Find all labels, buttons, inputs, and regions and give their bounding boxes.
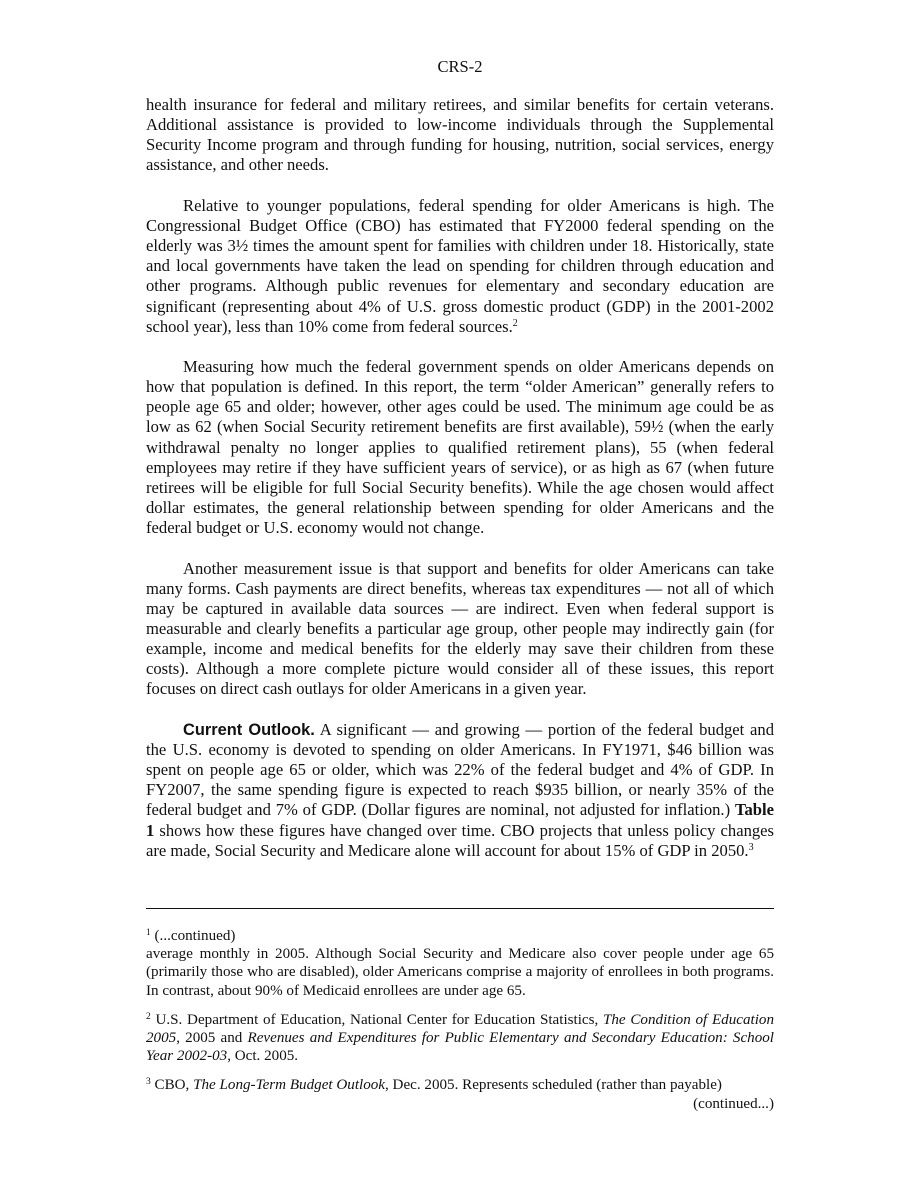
footnote-marker: 3 — [146, 1077, 151, 1088]
paragraph-text: Another measurement issue is that support and benefits for older Americans can take many forms. Cash payments are direct benefits, whereas tax expenditures — not all of which may be captured in available data sources — are indirect. Even when federal support is measurable and clearly benefits a particular age group, other people may indirectly gain (for example, income and medical benefits for the elderly may save their children from these costs). Although a more complete picture would consider all of these issues, this report focuses on direct cash outlays for older Americans in a given year. — [146, 558, 774, 699]
paragraph-text: health insurance for federal and military retirees, and similar benefits for certain veterans. Additional assistance is provided to low-income individuals through the Supplemental Security Income program and through funding for housing, nutrition, social services, energy assistance, and other needs. — [146, 95, 774, 175]
table-reference[interactable]: Table 1 — [146, 800, 774, 840]
page-header — [146, 57, 774, 77]
footnote-text: average monthly in 2005. Although Social Security and Medicare also cover people under age 65 (primarily those who are disabled), older Americans comprise a majority of enrollees in both programs. In contrast, about 90% of Medicaid enrollees are under age 65. — [146, 946, 774, 999]
page-number: CRS-2 — [437, 57, 483, 76]
footnote-text: U.S. Department of Education, National Center for Education Statistics, — [150, 1011, 603, 1028]
footnote-text: (...continued) — [150, 928, 236, 944]
paragraph-measurement-issue — [146, 559, 774, 700]
section-heading: Current Outlook. — [183, 720, 315, 739]
footnote-divider — [146, 908, 774, 909]
footnote-3 — [146, 1076, 774, 1094]
footnote-2 — [146, 1011, 774, 1066]
footnote-marker: 1 — [146, 928, 151, 938]
paragraph-measuring-definition — [146, 357, 774, 538]
citation-title: The Long-Term Budget Outlook — [193, 1077, 385, 1094]
footnotes — [146, 927, 774, 1124]
footnote-reference[interactable]: 3 — [748, 841, 754, 853]
footnote-marker: 2 — [146, 1011, 151, 1022]
footnote-text: , Dec. 2005. Represents scheduled (rather than payable) — [385, 1077, 722, 1094]
citation-title: Revenues and Expenditures for Public Elementary and Secondary Education: School Year 2002-03 — [146, 1030, 775, 1065]
paragraph-spending-relative — [146, 196, 774, 337]
paragraph-continuation — [146, 95, 774, 176]
footnote-text: , 2005 and — [176, 1030, 248, 1047]
paragraph-text: Measuring how much the federal government spends on older Americans depends on how that population is defined. In this report, the term “older American” generally refers to people age 65 and older; however, other ages could be used. The minimum age could be as low as 62 (when Social Security retirement benefits are first available), 59½ (when the early withdrawal penalty no longer applies to qualified retirement plans), 55 (when federal employees may retire if they have sufficient years of service), or as high as 67 (when future retirees will be eligible for full Social Security benefits). While the age chosen would affect dollar estimates, the general relationship between spending for older Americans and the federal budget or U.S. economy would not change. — [146, 357, 774, 538]
footnote-text: CBO, — [150, 1077, 194, 1094]
footnote-reference[interactable]: 2 — [512, 317, 518, 329]
paragraph-text: A significant — and growing — portion of the federal budget and the U.S. economy is devoted to spending on older Americans. In FY1971, $46 billion was spent on people age 65 or older, which was 22% of the federal budget and 4% of GDP. In FY2007, the same spending figure is expected to reach $935 billion, or nearly 35% of the federal budget and 7% of GDP. (Dollar figures are nominal, not adjusted for inflation.) — [146, 719, 774, 820]
citation-title: The Condition of Education 2005 — [146, 1011, 774, 1047]
continued-label: (continued...) — [693, 1095, 774, 1112]
paragraph-text: Relative to younger populations, federal spending for older Americans is high. The Congressional Budget Office (CBO) has estimated that FY2000 federal spending on the elderly was 3½ times the amount spent for families with children under 18. Historically, state and local governments have taken the lead on spending for children through education and other programs. Although public revenues for elementary and secondary education are significant (representing about 4% of U.S. gross domestic product (GDP) in the 2001-2002 school year), less than 10% come from federal sources. — [146, 195, 774, 336]
body-text — [146, 95, 774, 881]
footnote-text: , Oct. 2005. — [227, 1048, 299, 1065]
footnote-1 — [146, 927, 774, 945]
paragraph-current-outlook — [146, 720, 774, 861]
paragraph-text: shows how these figures have changed over time. CBO projects that unless policy changes are made, Social Security and Medicare alone will account for about 15% of GDP in 2050. — [146, 820, 774, 860]
footnote-1-body — [146, 945, 774, 1000]
footnote-continued-marker — [146, 1095, 774, 1113]
